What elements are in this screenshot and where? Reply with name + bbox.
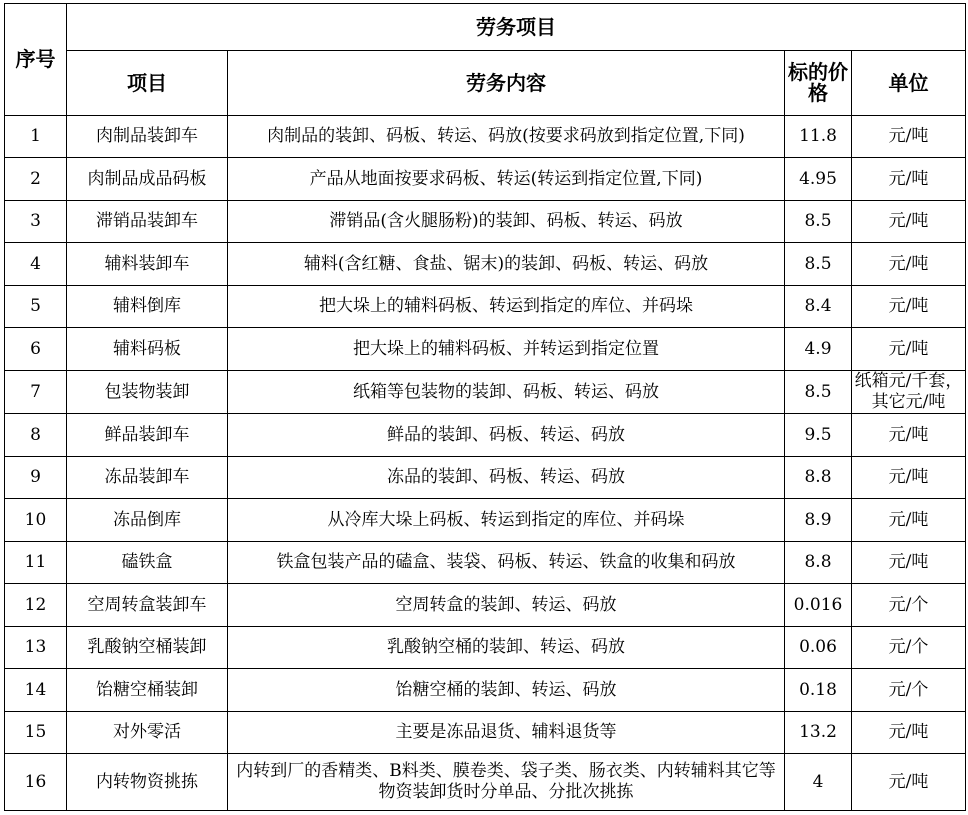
row-item: 空周转盒装卸车: [67, 584, 228, 627]
table-row: [5, 414, 966, 457]
row-item: 冻品装卸车: [67, 457, 228, 499]
table-row: [5, 754, 966, 811]
row-content: 从冷库大垛上码板、转运到指定的库位、并码垛: [228, 499, 785, 542]
row-unit: 元/个: [852, 584, 966, 627]
table-row: [5, 712, 966, 754]
row-price: 4.95: [785, 158, 852, 201]
row-unit: 元/吨: [852, 414, 966, 457]
table-row: [5, 542, 966, 584]
row-content: 鲜品的装卸、码板、转运、码放: [228, 414, 785, 457]
table-row: [5, 328, 966, 371]
header-price: 标的价格: [785, 51, 852, 116]
row-price: 0.016: [785, 584, 852, 627]
header-content: 劳务内容: [228, 51, 785, 116]
row-unit: 元/吨: [852, 542, 966, 584]
row-price: 8.9: [785, 499, 852, 542]
row-content: 主要是冻品退货、辅料退货等: [228, 712, 785, 754]
row-item: 鲜品装卸车: [67, 414, 228, 457]
row-item: 肉制品装卸车: [67, 116, 228, 158]
header-item: 项目: [67, 51, 228, 116]
row-content: 把大垛上的辅料码板、并转运到指定位置: [228, 328, 785, 371]
row-item: 滞销品装卸车: [67, 201, 228, 243]
row-unit: 元/吨: [852, 499, 966, 542]
table-row: [5, 116, 966, 158]
row-content: 冻品的装卸、码板、转运、码放: [228, 457, 785, 499]
row-item: 对外零活: [67, 712, 228, 754]
row-price: 4: [785, 754, 852, 811]
row-number: 5: [5, 286, 67, 328]
row-content: 辅料(含红糖、食盐、锯末)的装卸、码板、转运、码放: [228, 243, 785, 286]
row-number: 3: [5, 201, 67, 243]
table-row: [5, 201, 966, 243]
row-content: 滞销品(含火腿肠粉)的装卸、码板、转运、码放: [228, 201, 785, 243]
row-number: 15: [5, 712, 67, 754]
row-price: 8.8: [785, 542, 852, 584]
row-number: 16: [5, 754, 67, 811]
row-unit: 元/吨: [852, 116, 966, 158]
row-number: 4: [5, 243, 67, 286]
row-item: 辅料倒库: [67, 286, 228, 328]
row-unit: 元/吨: [852, 754, 966, 811]
row-number: 10: [5, 499, 67, 542]
row-price: 0.06: [785, 627, 852, 669]
row-content: 内转到厂的香精类、B料类、膜卷类、袋子类、肠衣类、内转辅料其它等物资装卸货时分单品、分批次挑拣: [228, 754, 785, 811]
row-price: 11.8: [785, 116, 852, 158]
row-content: 空周转盒的装卸、转运、码放: [228, 584, 785, 627]
header-seq: 序号: [5, 4, 67, 116]
row-number: 1: [5, 116, 67, 158]
labor-price-table: [4, 3, 966, 811]
row-number: 6: [5, 328, 67, 371]
table-row: [5, 158, 966, 201]
row-unit: 元/个: [852, 627, 966, 669]
header-row-group: [5, 4, 966, 51]
row-content: 产品从地面按要求码板、转运(转运到指定位置,下同): [228, 158, 785, 201]
row-unit: 元/吨: [852, 243, 966, 286]
row-price: 4.9: [785, 328, 852, 371]
row-price: 8.4: [785, 286, 852, 328]
row-unit: 元/吨: [852, 158, 966, 201]
row-item: 内转物资挑拣: [67, 754, 228, 811]
row-number: 7: [5, 371, 67, 414]
row-number: 14: [5, 669, 67, 712]
row-content: 铁盒包装产品的磕盒、装袋、码板、转运、铁盒的收集和码放: [228, 542, 785, 584]
row-number: 13: [5, 627, 67, 669]
row-unit: 元/吨: [852, 201, 966, 243]
row-price: 0.18: [785, 669, 852, 712]
row-number: 2: [5, 158, 67, 201]
table-row: [5, 669, 966, 712]
table-row: [5, 371, 966, 414]
row-price: 8.8: [785, 457, 852, 499]
row-content: 乳酸钠空桶的装卸、转运、码放: [228, 627, 785, 669]
row-price: 13.2: [785, 712, 852, 754]
table-row: [5, 457, 966, 499]
row-unit: 元/个: [852, 669, 966, 712]
row-item: 包装物装卸: [67, 371, 228, 414]
row-number: 8: [5, 414, 67, 457]
row-item: 饴糖空桶装卸: [67, 669, 228, 712]
header-group: 劳务项目: [67, 4, 966, 51]
row-unit: 元/吨: [852, 712, 966, 754]
row-item: 冻品倒库: [67, 499, 228, 542]
row-content: 饴糖空桶的装卸、转运、码放: [228, 669, 785, 712]
row-number: 9: [5, 457, 67, 499]
row-item: 辅料码板: [67, 328, 228, 371]
table-row: [5, 286, 966, 328]
row-unit: 纸箱元/千套，其它元/吨: [852, 371, 966, 414]
row-price: 8.5: [785, 371, 852, 414]
row-content: 把大垛上的辅料码板、转运到指定的库位、并码垛: [228, 286, 785, 328]
row-item: 肉制品成品码板: [67, 158, 228, 201]
table-row: [5, 243, 966, 286]
row-price: 8.5: [785, 201, 852, 243]
header-row-columns: [5, 51, 966, 116]
row-price: 8.5: [785, 243, 852, 286]
row-price: 9.5: [785, 414, 852, 457]
row-unit: 元/吨: [852, 328, 966, 371]
row-item: 乳酸钠空桶装卸: [67, 627, 228, 669]
row-content: 纸箱等包装物的装卸、码板、转运、码放: [228, 371, 785, 414]
row-unit: 元/吨: [852, 457, 966, 499]
table-row: [5, 499, 966, 542]
row-content: 肉制品的装卸、码板、转运、码放(按要求码放到指定位置,下同): [228, 116, 785, 158]
header-unit: 单位: [852, 51, 966, 116]
row-item: 辅料装卸车: [67, 243, 228, 286]
table-row: [5, 627, 966, 669]
row-number: 12: [5, 584, 67, 627]
table-row: [5, 584, 966, 627]
row-unit: 元/吨: [852, 286, 966, 328]
row-item: 磕铁盒: [67, 542, 228, 584]
row-number: 11: [5, 542, 67, 584]
